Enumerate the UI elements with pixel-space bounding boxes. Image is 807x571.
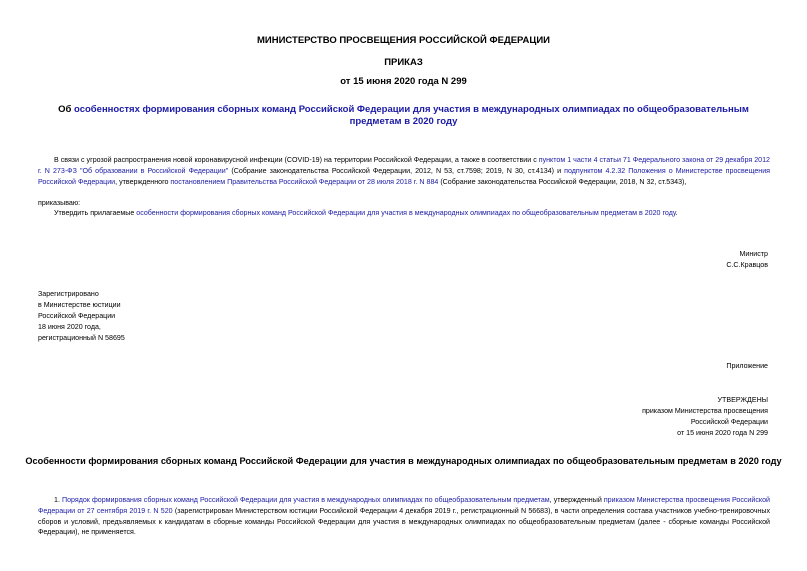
appendix-label: Приложение — [726, 362, 768, 370]
intro-paragraph — [38, 155, 770, 187]
registration-line: Российской Федерации — [38, 312, 116, 320]
doc-type-heading: ПРИКАЗ — [384, 57, 423, 68]
order-word: приказываю: — [38, 199, 81, 207]
intro-text-3: , утвержденного — [115, 177, 171, 186]
intro-text-4: (Собрание законодательства Российской Федерации, 2018, N 32, ст.5343), — [438, 177, 687, 186]
signature-name: С.С.Кравцов — [726, 261, 768, 269]
title-link[interactable]: особенностях формирования сборных команд Российской Федерации для участия в международных олимпиадах по общеобразовательным предметам в 2020 году — [74, 104, 749, 127]
page-title — [40, 104, 767, 128]
regulation-link[interactable]: подпунктом 4.2.32 Положения о Министерстве просвещения Российской Федерации — [38, 166, 770, 186]
federal-law-link[interactable]: пунктом 1 части 4 статьи 71 Федерального закона от 29 декабря 2012 г. N 273-ФЗ "Об образовании в Российской Федерации" — [38, 156, 770, 175]
registration-line: Зарегистрировано — [38, 290, 99, 298]
approved-line: УТВЕРЖДЕНЫ — [717, 396, 768, 404]
registration-line: регистрационный N 58695 — [38, 334, 125, 342]
order-text-1: Утвердить прилагаемые — [54, 209, 137, 217]
registration-line: 18 июня 2020 года, — [38, 323, 101, 331]
intro-text-2: (Собрание законодательства Российской Федерации, 2012, N 53, ст.7598; 2019, N 30, ст.4134) и — [228, 166, 565, 175]
order-text-2: . — [675, 209, 678, 217]
order-paragraph — [38, 208, 770, 219]
title-prefix: Об — [58, 104, 75, 115]
approved-block — [642, 395, 768, 439]
point-1-text-2: (зарегистрирован Министерством юстиции Российской Федерации 4 декабря 2019 г., регистрационный N 56683), в части определения состава участников учебно-тренировочных сборов и условий, предъявляемых к кандидатам в сборные команды Российской Федерации для участия в международных олимпиадах по общеобразовательным предметам (далее - сборные команды Российской Федерации), не применяется. — [38, 506, 770, 537]
signature-position: Министр — [739, 250, 768, 258]
ministry-order-link[interactable]: приказом Министерства просвещения Российской Федерации от 27 сентября 2019 г. N 520 — [38, 496, 770, 515]
procedure-link[interactable]: Порядок формирования сборных команд Российской Федерации для участия в международных олимпиадах по общеобразовательным предметам — [61, 496, 550, 504]
approved-line: приказом Министерства просвещения — [642, 407, 768, 415]
registration-block — [38, 289, 125, 344]
doc-date-number: от 15 июня 2020 года N 299 — [340, 76, 467, 87]
point-1-text-1: , утвержденный — [549, 496, 604, 504]
approved-line: Российской Федерации — [690, 418, 768, 426]
section-heading: Особенности формирования сборных команд Российской Федерации для участия в международных олимпиадах по общеобразовательным предметам в 2020 году — [25, 456, 782, 466]
approved-line: от 15 июня 2020 года N 299 — [677, 429, 768, 437]
government-decree-link[interactable]: постановлением Правительства Российской Федерации от 28 июля 2018 г. N 884 — [170, 177, 439, 186]
signature-block — [726, 249, 768, 271]
features-link[interactable]: особенности формирования сборных команд Российской Федерации для участия в международных олимпиадах по общеобразовательным предметам в 2020 году — [136, 209, 676, 217]
ministry-heading: МИНИСТЕРСТВО ПРОСВЕЩЕНИЯ РОССИЙСКОЙ ФЕДЕРАЦИИ — [256, 35, 551, 46]
point-1-number: 1. — [54, 496, 62, 504]
registration-line: в Министерстве юстиции — [38, 301, 121, 309]
intro-text-1: В связи с угрозой распространения новой коронавирусной инфекции (COVID-19) на территории Российской Федерации, а также в соответствии с — [54, 156, 539, 164]
point-1-paragraph — [38, 495, 770, 538]
